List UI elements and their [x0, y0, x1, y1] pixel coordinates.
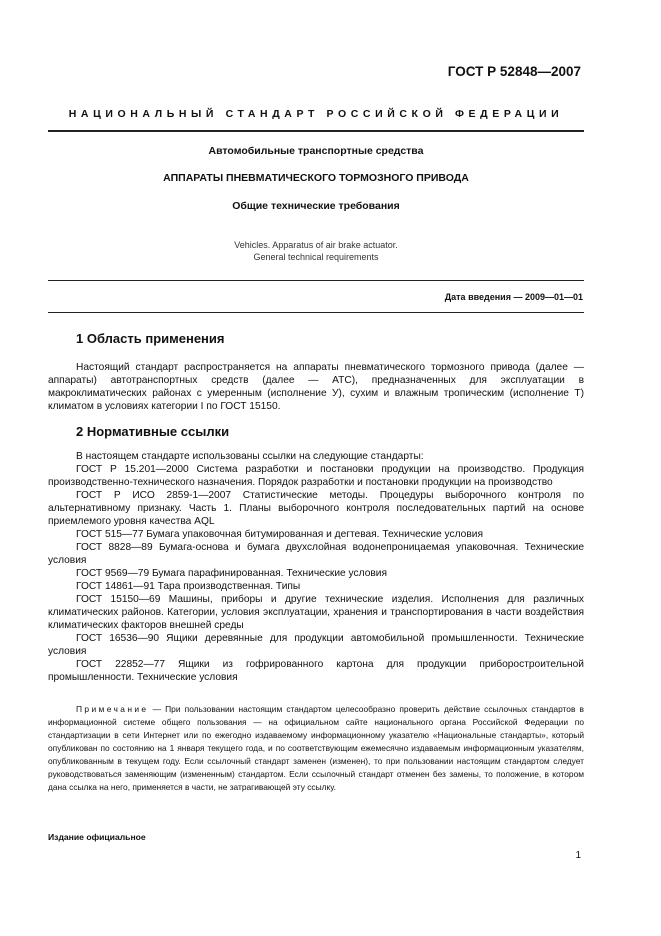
title-subject: Автомобильные транспортные средства [208, 145, 424, 157]
document-code: ГОСТ Р 52848—2007 [447, 64, 581, 79]
publication-mark: Издание официальное [48, 832, 146, 842]
section-1-paragraph: Настоящий стандарт распространяется на аппараты пневматического тормозного привода (далее — аппараты) автотранспортных средств (далее — АТС), предназначенных для эксплуатации в макроклиматических районах с умеренным (исполнение У), сухим и влажным тропическим (исполнение Т) климатом в условиях категории I по ГОСТ 15150. [48, 362, 584, 412]
header-divider [48, 130, 584, 132]
title-main: АППАРАТЫ ПНЕВМАТИЧЕСКОГО ТОРМОЗНОГО ПРИВОДА [163, 172, 469, 184]
reference-item: ГОСТ 515—77 Бумага упаковочная битумированная и дегтевая. Технические условия [76, 529, 483, 540]
reference-item: ГОСТ 14861—91 Тара производственная. Типы [76, 581, 301, 592]
national-standard-banner: НАЦИОНАЛЬНЫЙ СТАНДАРТ РОССИЙСКОЙ ФЕДЕРАЦИИ [68, 108, 564, 120]
title-sub: Общие технические требования [232, 200, 400, 212]
section-1-title: 1 Область применения [76, 331, 225, 346]
english-title-line1: Vehicles. Apparatus of air brake actuator. [234, 240, 398, 250]
page-number: 1 [575, 850, 581, 861]
note-label: Примечание [76, 704, 149, 714]
section-2-title: 2 Нормативные ссылки [76, 424, 230, 439]
reference-item: ГОСТ 22852—77 Ящики из гофрированного картона для продукции приборостроительной промышленности. Технические условия [48, 659, 584, 683]
note-block [48, 703, 584, 794]
reference-item: ГОСТ 15150—69 Машины, приборы и другие технические изделия. Исполнения для различных климатических районов. Категории, условия эксплуатации, хранения и транспортирования в части воздействия климатических факторов внешней среды [48, 594, 584, 631]
reference-item: ГОСТ Р ИСО 2859-1—2007 Статистические методы. Процедуры выборочного контроля по альтернативному признаку. Часть 1. Планы выборочного контроля последовательных партий на основе приемлемого уровня качества AQL [48, 490, 584, 527]
note-text: — При пользовании настоящим стандартом целесообразно проверить действие ссылочных стандартов в информационной системе общего пользования — на официальном сайте национального органа Российской Федерации по стандартизации в сети Интернет или по ежегодно издаваемому информационному указателю «Национальные стандарты», который опубликован по состоянию на 1 января текущего года, и по соответствующим ежемесячно издаваемым информационным указателям, опубликованным в текущем году. Если ссылочный стандарт заменен (изменен), то при пользовании настоящим стандартом следует руководствоваться заменяющим (измененным) стандартом. Если ссылочный стандарт отменен без замены, то положение, в котором дана ссылка на него, применяется в части, не затрагивающей эту ссылку. [48, 704, 584, 792]
reference-item: ГОСТ Р 15.201—2000 Система разработки и постановки продукции на производство. Продукция производственно-технического назначения. Порядок разработки и постановки продукции на производство [48, 464, 584, 488]
reference-item: ГОСТ 8828—89 Бумага-основа и бумага двухслойная водонепроницаемая упаковочная. Технические условия [48, 542, 584, 566]
title-divider [48, 280, 584, 281]
section-2-intro: В настоящем стандарте использованы ссылки на следующие стандарты: [76, 451, 424, 462]
reference-item: ГОСТ 16536—90 Ящики деревянные для продукции автомобильной промышленности. Технические условия [48, 633, 584, 657]
english-title-line2: General technical requirements [253, 252, 379, 262]
effective-date: Дата введения — 2009—01—01 [444, 292, 583, 302]
section-1-body [48, 361, 584, 413]
date-divider [48, 312, 584, 313]
reference-item: ГОСТ 9569—79 Бумага парафинированная. Технические условия [76, 568, 387, 579]
section-2-body [48, 450, 584, 684]
